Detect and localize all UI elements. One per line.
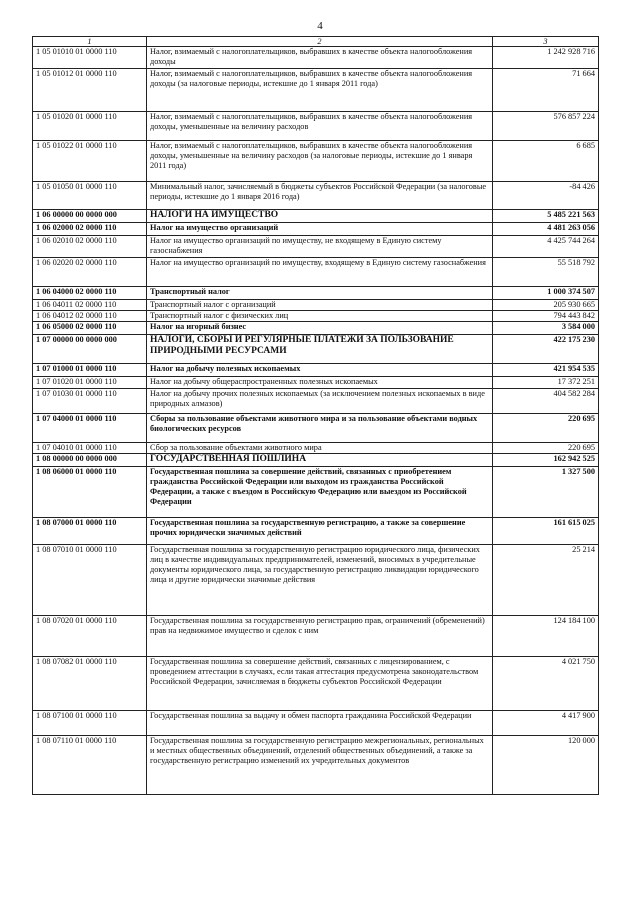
amount-cell: 422 175 230 — [493, 335, 599, 364]
table-row — [33, 141, 599, 182]
name-cell: Налог, взимаемый с налогоплательщиков, выбравших в качестве объекта налогообложения доходы (за налоговые периоды, истекшие до 1 января 2011 года) — [147, 69, 493, 112]
table-row — [33, 710, 599, 735]
amount-cell: 4 425 744 264 — [493, 236, 599, 258]
name-cell: Налог на имущество организаций — [147, 223, 493, 236]
name-cell: Государственная пошлина за совершение действий, связанных с приобретением гражданства Российской Федерации или выходом из гражданства Российской Федерации, а также с въездом в Российскую Федерацию или выездом из Российской Федерации — [147, 466, 493, 517]
code-cell: 1 05 01010 01 0000 110 — [33, 47, 147, 69]
code-cell: 1 06 04011 02 0000 110 — [33, 300, 147, 311]
name-cell: Сбор за пользование объектами животного мира — [147, 442, 493, 453]
name-cell: Налог, взимаемый с налогоплательщиков, выбравших в качестве объекта налогообложения доходы — [147, 47, 493, 69]
code-cell: 1 08 00000 00 0000 000 — [33, 453, 147, 466]
amount-cell: 3 584 000 — [493, 322, 599, 335]
amount-cell: -84 426 — [493, 182, 599, 210]
code-cell: 1 07 01030 01 0000 110 — [33, 388, 147, 413]
name-cell: Государственная пошлина за государственную регистрацию прав, ограничений (обременений) прав на недвижимое имущество и сделок с ним — [147, 615, 493, 656]
amount-cell: 4 021 750 — [493, 656, 599, 710]
name-cell: Налог на имущество организаций по имуществу, не входящему в Единую систему газоснабжения — [147, 236, 493, 258]
name-cell: Налог на игорный бизнес — [147, 322, 493, 335]
table-row — [33, 236, 599, 258]
column-number-row — [33, 37, 599, 47]
table-row — [33, 112, 599, 141]
column-header-amount: 3 — [493, 37, 599, 47]
amount-cell: 4 481 263 056 — [493, 223, 599, 236]
code-cell: 1 08 07000 01 0000 110 — [33, 517, 147, 544]
code-cell: 1 05 01022 01 0000 110 — [33, 141, 147, 182]
name-cell: Налог на добычу полезных ископаемых — [147, 364, 493, 377]
code-cell: 1 06 04000 02 0000 110 — [33, 287, 147, 300]
name-cell: Транспортный налог — [147, 287, 493, 300]
code-cell: 1 08 07110 01 0000 110 — [33, 735, 147, 794]
code-cell: 1 06 05000 02 0000 110 — [33, 322, 147, 335]
name-cell: Транспортный налог с физических лиц — [147, 311, 493, 322]
code-cell: 1 06 04012 02 0000 110 — [33, 311, 147, 322]
amount-cell: 421 954 535 — [493, 364, 599, 377]
table-row — [33, 69, 599, 112]
name-cell: Сборы за пользование объектами животного мира и за пользование объектами водных биологических ресурсов — [147, 413, 493, 442]
name-cell: Налог, взимаемый с налогоплательщиков, выбравших в качестве объекта налогообложения доходы, уменьшенные на величину расходов — [147, 112, 493, 141]
code-cell: 1 07 04000 01 0000 110 — [33, 413, 147, 442]
page-number: 4 — [317, 20, 323, 32]
amount-cell: 6 685 — [493, 141, 599, 182]
name-cell: Государственная пошлина за государственную регистрацию межрегиональных, региональных и местных общественных объединений, отделений общественных объединений, а также за государственную регистрацию изменений их учредительных документов — [147, 735, 493, 794]
amount-cell: 124 184 100 — [493, 615, 599, 656]
name-cell: Налог на добычу прочих полезных ископаемых (за исключением полезных ископаемых в виде природных алмазов) — [147, 388, 493, 413]
name-cell: Транспортный налог с организаций — [147, 300, 493, 311]
code-cell: 1 08 06000 01 0000 110 — [33, 466, 147, 517]
amount-cell: 161 615 025 — [493, 517, 599, 544]
name-cell: Государственная пошлина за выдачу и обмен паспорта гражданина Российской Федерации — [147, 710, 493, 735]
table-row — [33, 453, 599, 466]
table-body — [33, 47, 599, 795]
amount-cell: 576 857 224 — [493, 112, 599, 141]
table-row — [33, 413, 599, 442]
amount-cell: 4 417 900 — [493, 710, 599, 735]
name-cell: Налог, взимаемый с налогоплательщиков, выбравших в качестве объекта налогообложения доходы, уменьшенные на величину расходов (за налоговые периоды, истекшие до 1 января 2011 года) — [147, 141, 493, 182]
table-row — [33, 182, 599, 210]
code-cell: 1 07 01020 01 0000 110 — [33, 377, 147, 388]
name-cell: Минимальный налог, зачисляемый в бюджеты субъектов Российской Федерации (за налоговые периоды, истекшие до 1 января 2016 года) — [147, 182, 493, 210]
column-header-code: 1 — [33, 37, 147, 47]
amount-cell: 205 930 665 — [493, 300, 599, 311]
table-row — [33, 377, 599, 388]
table-row — [33, 335, 599, 364]
table-row — [33, 322, 599, 335]
table-row — [33, 615, 599, 656]
amount-cell: 1 242 928 716 — [493, 47, 599, 69]
amount-cell: 17 372 251 — [493, 377, 599, 388]
amount-cell: 5 485 221 563 — [493, 210, 599, 223]
table-row — [33, 300, 599, 311]
amount-cell: 162 942 525 — [493, 453, 599, 466]
name-cell: Государственная пошлина за совершение действий, связанных с лицензированием, с проведением аттестации в случаях, если такая аттестация предусмотрена законодательством Российской Федерации, зачисляемая в бюджеты субъектов Российской Федерации — [147, 656, 493, 710]
table-row — [33, 364, 599, 377]
table-row — [33, 258, 599, 287]
code-cell: 1 08 07082 01 0000 110 — [33, 656, 147, 710]
amount-cell: 794 443 842 — [493, 311, 599, 322]
code-cell: 1 08 07020 01 0000 110 — [33, 615, 147, 656]
name-cell: НАЛОГИ НА ИМУЩЕСТВО — [147, 210, 493, 223]
amount-cell: 120 000 — [493, 735, 599, 794]
name-cell: Государственная пошлина за государственную регистрацию юридического лица, физических лиц в качестве индивидуальных предпринимателей, изменений, вносимых в учредительные документы юридического лица, за государственную регистрацию ликвидации юридического лица и другие юридически значимые действия — [147, 544, 493, 615]
name-cell: ГОСУДАРСТВЕННАЯ ПОШЛИНА — [147, 453, 493, 466]
table-row — [33, 287, 599, 300]
amount-cell: 71 664 — [493, 69, 599, 112]
code-cell: 1 07 00000 00 0000 000 — [33, 335, 147, 364]
name-cell: Налог на добычу общераспространенных полезных ископаемых — [147, 377, 493, 388]
table-row — [33, 656, 599, 710]
amount-cell: 404 582 284 — [493, 388, 599, 413]
budget-revenue-table — [32, 36, 599, 795]
name-cell: НАЛОГИ, СБОРЫ И РЕГУЛЯРНЫЕ ПЛАТЕЖИ ЗА ПОЛЬЗОВАНИЕ ПРИРОДНЫМИ РЕСУРСАМИ — [147, 335, 493, 364]
table-row — [33, 442, 599, 453]
code-cell: 1 06 02010 02 0000 110 — [33, 236, 147, 258]
code-cell: 1 06 02000 02 0000 110 — [33, 223, 147, 236]
code-cell: 1 06 02020 02 0000 110 — [33, 258, 147, 287]
amount-cell: 1 327 500 — [493, 466, 599, 517]
code-cell: 1 05 01012 01 0000 110 — [33, 69, 147, 112]
table-row — [33, 517, 599, 544]
code-cell: 1 05 01020 01 0000 110 — [33, 112, 147, 141]
table-row — [33, 544, 599, 615]
code-cell: 1 08 07010 01 0000 110 — [33, 544, 147, 615]
code-cell: 1 08 07100 01 0000 110 — [33, 710, 147, 735]
amount-cell: 55 518 792 — [493, 258, 599, 287]
amount-cell: 1 000 374 507 — [493, 287, 599, 300]
table-row — [33, 47, 599, 69]
name-cell: Государственная пошлина за государственную регистрацию, а также за совершение прочих юридически значимых действий — [147, 517, 493, 544]
code-cell: 1 07 01000 01 0000 110 — [33, 364, 147, 377]
table-row — [33, 466, 599, 517]
amount-cell: 25 214 — [493, 544, 599, 615]
table-row — [33, 223, 599, 236]
amount-cell: 220 695 — [493, 442, 599, 453]
code-cell: 1 06 00000 00 0000 000 — [33, 210, 147, 223]
column-header-name: 2 — [147, 37, 493, 47]
table-row — [33, 311, 599, 322]
table-row — [33, 210, 599, 223]
table-row — [33, 735, 599, 794]
table-row — [33, 388, 599, 413]
name-cell: Налог на имущество организаций по имуществу, входящему в Единую систему газоснабжения — [147, 258, 493, 287]
amount-cell: 220 695 — [493, 413, 599, 442]
code-cell: 1 05 01050 01 0000 110 — [33, 182, 147, 210]
code-cell: 1 07 04010 01 0000 110 — [33, 442, 147, 453]
